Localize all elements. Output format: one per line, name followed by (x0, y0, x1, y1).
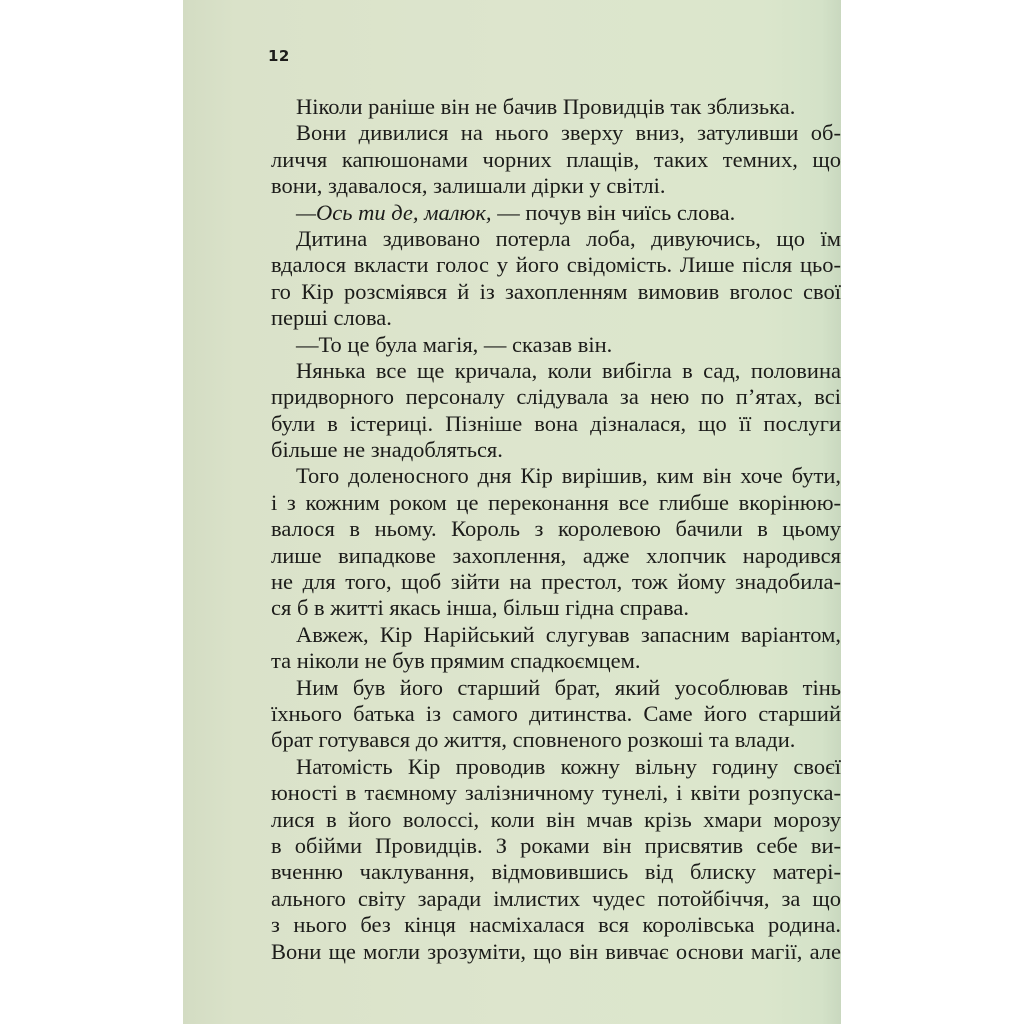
text-line: більше не знадобляться. (271, 437, 503, 463)
text-line: лише випадкове захоплення, адже хлопчик народився (271, 542, 841, 568)
text-line: вдалося вкласти голос у його свідомість. Лише після цьо- (271, 252, 841, 278)
text-line: не для того, щоб зійти на престол, тож йому знадобила- (271, 569, 841, 595)
text-line: Вони дивилися на нього зверху вниз, затуливши об- (296, 120, 841, 146)
text-line: Авжеж, Кір Нарійський слугував запасним варіантом, (296, 621, 841, 647)
text-line: придворного персоналу слідувала за нею по п’ятах, всі (271, 384, 841, 410)
text-line: перші слова. (271, 305, 392, 331)
text-line: їхнього батька із самого дитинства. Саме його старший (271, 700, 841, 726)
text-line: Натомість Кір проводив кожну вільну годину своєї (296, 753, 841, 779)
text-line: валося в ньому. Король з королевою бачили в цьому (271, 516, 841, 542)
text-line: Нянька все ще кричала, коли вибігла в сад, половина (296, 357, 841, 383)
text-line: —То це була магія, — сказав він. (296, 331, 613, 357)
italic-speech: —Ось ти де, малюк, (296, 199, 492, 225)
page-number: 12 (268, 47, 290, 65)
text-line: го Кір розсміявся й із захопленням вимовив вголос свої (271, 278, 841, 304)
text-line: та ніколи не був прямим спадкоємцем. (271, 648, 641, 674)
text-line (271, 200, 841, 226)
text-line: ального світу заради імлистих чудес потойбіччя, за що (271, 885, 841, 911)
text-line: личчя капюшонами чорних плащів, таких темних, що (271, 146, 841, 172)
text-line: в обійми Провидців. З роками він присвятив себе ви- (271, 832, 841, 858)
text-line: лися в його волоссі, коли він мчав крізь хмари морозу (271, 806, 841, 832)
text-line: ся б в житті якась інша, більш гідна справа. (271, 595, 689, 621)
text-line: вони, здавалося, залишали дірки у світлі. (271, 173, 666, 199)
text-line: і з кожним роком це переконання все глибше вкорінюю- (271, 489, 841, 515)
body-text (271, 94, 841, 965)
text-line: Того доленосного дня Кір вирішив, ким він хоче бути, (296, 463, 841, 489)
text-line: юності в таємному залізничному тунелі, і квіти розпуска- (271, 780, 841, 806)
text-line: Дитина здивовано потерла лоба, дивуючись, що їм (296, 225, 841, 251)
text-line: Ним був його старший брат, який уособлював тінь (296, 674, 841, 700)
text-line: Ніколи раніше він не бачив Провидців так зблизька. (296, 94, 796, 119)
text-line: Вони ще могли зрозуміти, що він вивчає основи магії, але (271, 938, 841, 964)
text-line: з нього без кінця насміхалася вся королівська родина. (271, 912, 841, 938)
line-text: — почув він чиїсь слова. (491, 199, 736, 225)
text-line: брат готувався до життя, сповненого розкоші та влади. (271, 727, 796, 753)
text-line: вченню чаклування, відмовившись від блиску матері- (271, 859, 841, 885)
text-line: були в істериці. Пізніше вона дізналася, що її послуги (271, 410, 841, 436)
book-page (183, 0, 841, 1024)
